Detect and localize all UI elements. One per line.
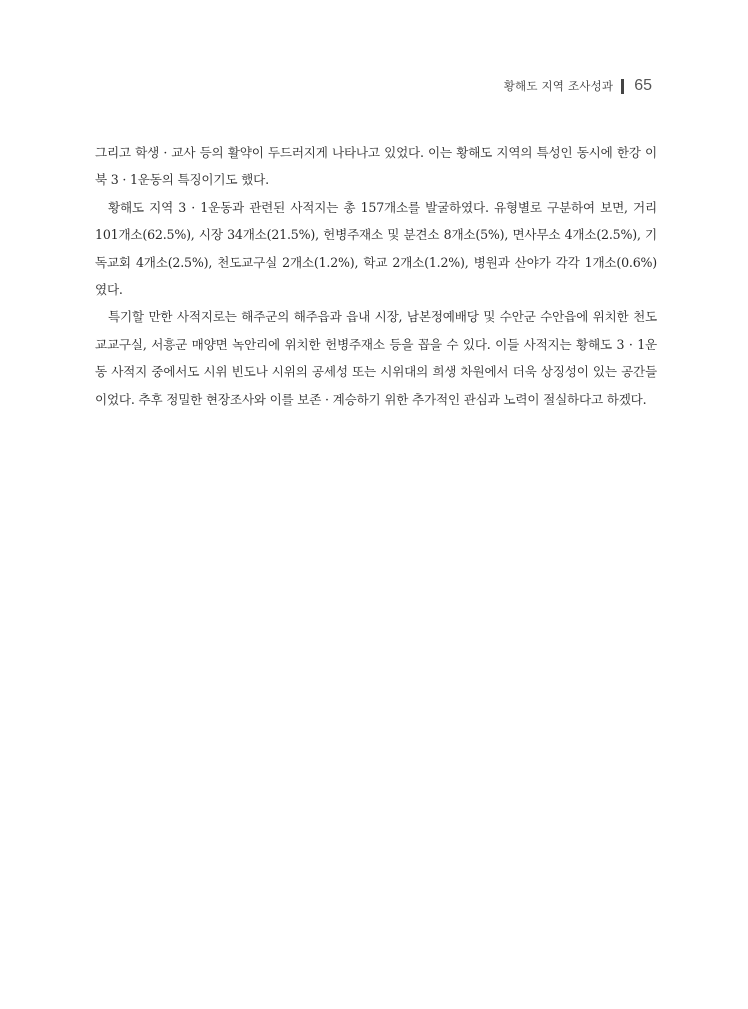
- header-divider-bar: [621, 79, 624, 94]
- paragraph-2: 황해도 지역 3 · 1운동과 관련된 사적지는 총 157개소를 발굴하였다. 유형별로 구분하여 보면, 거리 101개소(62.5%), 시장 34개소(21.5%), 헌병주재소 및 분견소 8개소(5%), 면사무소 4개소(2.5%), 기독교회 4개소(2.5%), 천도교구실 2개소(1.2%), 학교 2개소(1.2%), 병원과 산야가 각각 1개소(0.6%)였다.: [95, 199, 657, 298]
- page-header: [504, 75, 652, 97]
- page-number: 65: [634, 77, 652, 94]
- paragraph-1: 그리고 학생 · 교사 등의 활약이 두드러지게 나타나고 있었다. 이는 황해도 지역의 특성인 동시에 한강 이북 3 · 1운동의 특징이기도 했다.: [95, 145, 657, 188]
- body-text: [95, 139, 657, 413]
- paragraph-3: 특기할 만한 사적지로는 해주군의 해주읍과 읍내 시장, 남본정예배당 및 수안군 수안읍에 위치한 천도교교구실, 서흥군 매양면 녹안리에 위치한 헌병주재소 등을 꼽을 수 있다. 이들 사적지는 황해도 3 · 1운동 사적지 중에서도 시위 빈도나 시위의 공세성 또는 시위대의 희생 차원에서 더욱 상징성이 있는 공간들이었다. 추후 정밀한 현장조사와 이를 보존 · 계승하기 위한 추가적인 관심과 노력이 절실하다고 하겠다.: [95, 309, 657, 407]
- running-header-title: 황해도 지역 조사성과: [503, 79, 614, 93]
